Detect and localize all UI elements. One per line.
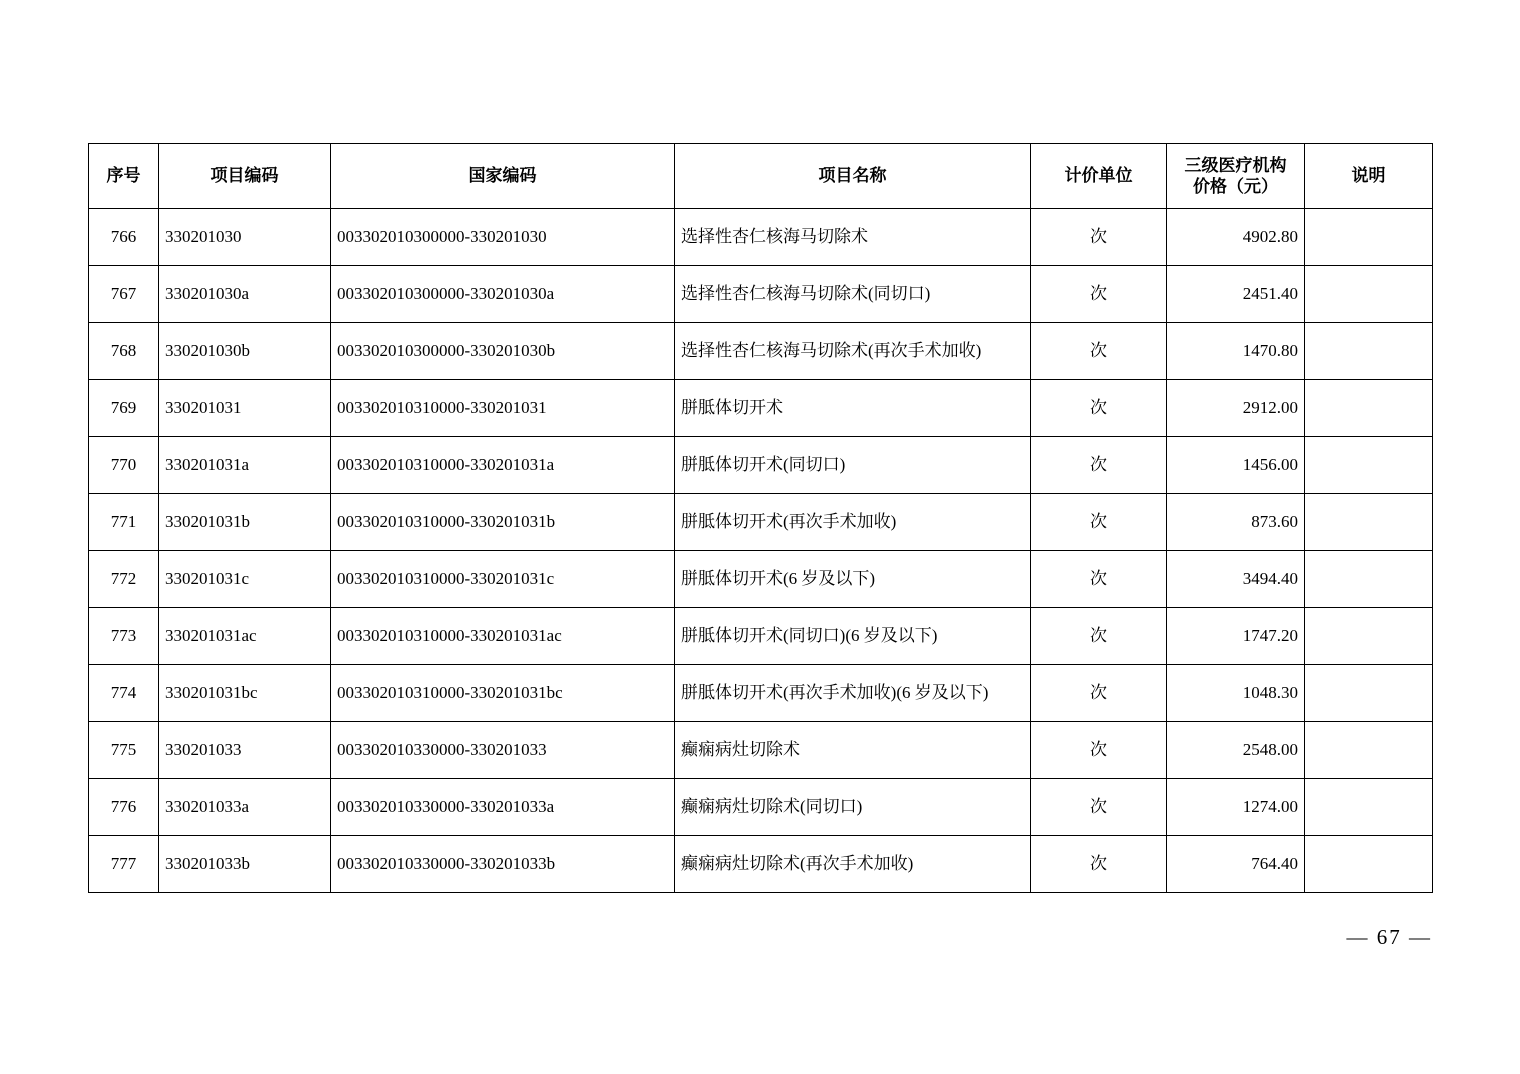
cell-note — [1305, 608, 1433, 665]
cell-unit: 次 — [1031, 323, 1167, 380]
table-row — [89, 779, 1433, 836]
cell-unit: 次 — [1031, 665, 1167, 722]
table-row — [89, 836, 1433, 893]
cell-item-name: 癫痫病灶切除术(再次手术加收) — [675, 836, 1031, 893]
cell-item-code: 330201031c — [159, 551, 331, 608]
column-header-note: 说明 — [1305, 144, 1433, 209]
cell-national-code: 003302010310000-330201031 — [331, 380, 675, 437]
cell-price: 4902.80 — [1167, 209, 1305, 266]
cell-item-code: 330201033 — [159, 722, 331, 779]
cell-seq: 770 — [89, 437, 159, 494]
cell-item-code: 330201031a — [159, 437, 331, 494]
table-row — [89, 323, 1433, 380]
cell-note — [1305, 437, 1433, 494]
cell-national-code: 003302010330000-330201033a — [331, 779, 675, 836]
cell-note — [1305, 836, 1433, 893]
cell-seq: 772 — [89, 551, 159, 608]
cell-national-code: 003302010310000-330201031bc — [331, 665, 675, 722]
cell-unit: 次 — [1031, 437, 1167, 494]
cell-item-name: 癫痫病灶切除术(同切口) — [675, 779, 1031, 836]
table-row — [89, 380, 1433, 437]
medical-price-table — [88, 143, 1433, 893]
cell-national-code: 003302010330000-330201033b — [331, 836, 675, 893]
cell-item-name: 胼胝体切开术(再次手术加收)(6 岁及以下) — [675, 665, 1031, 722]
table-row — [89, 209, 1433, 266]
table-row — [89, 608, 1433, 665]
cell-national-code: 003302010310000-330201031b — [331, 494, 675, 551]
cell-note — [1305, 551, 1433, 608]
cell-seq: 767 — [89, 266, 159, 323]
cell-seq: 771 — [89, 494, 159, 551]
cell-national-code: 003302010300000-330201030a — [331, 266, 675, 323]
cell-seq: 769 — [89, 380, 159, 437]
cell-price: 3494.40 — [1167, 551, 1305, 608]
cell-item-name: 胼胝体切开术(再次手术加收) — [675, 494, 1031, 551]
cell-price: 1274.00 — [1167, 779, 1305, 836]
table-row — [89, 437, 1433, 494]
table-row — [89, 494, 1433, 551]
cell-note — [1305, 779, 1433, 836]
cell-item-code: 330201030 — [159, 209, 331, 266]
cell-price: 764.40 — [1167, 836, 1305, 893]
column-header-item-code: 项目编码 — [159, 144, 331, 209]
cell-unit: 次 — [1031, 608, 1167, 665]
cell-price: 1048.30 — [1167, 665, 1305, 722]
table-row — [89, 266, 1433, 323]
cell-note — [1305, 209, 1433, 266]
cell-item-name: 胼胝体切开术(6 岁及以下) — [675, 551, 1031, 608]
cell-unit: 次 — [1031, 551, 1167, 608]
cell-price: 2451.40 — [1167, 266, 1305, 323]
table-header — [89, 144, 1433, 209]
cell-price: 1456.00 — [1167, 437, 1305, 494]
column-header-seq: 序号 — [89, 144, 159, 209]
cell-price: 2548.00 — [1167, 722, 1305, 779]
cell-seq: 774 — [89, 665, 159, 722]
cell-unit: 次 — [1031, 836, 1167, 893]
cell-national-code: 003302010300000-330201030b — [331, 323, 675, 380]
cell-seq: 766 — [89, 209, 159, 266]
cell-price: 1747.20 — [1167, 608, 1305, 665]
cell-national-code: 003302010330000-330201033 — [331, 722, 675, 779]
cell-item-code: 330201031 — [159, 380, 331, 437]
cell-seq: 768 — [89, 323, 159, 380]
column-header-unit: 计价单位 — [1031, 144, 1167, 209]
cell-unit: 次 — [1031, 209, 1167, 266]
cell-item-code: 330201031bc — [159, 665, 331, 722]
cell-seq: 775 — [89, 722, 159, 779]
cell-national-code: 003302010310000-330201031c — [331, 551, 675, 608]
cell-unit: 次 — [1031, 494, 1167, 551]
price-table-container — [88, 143, 1432, 893]
cell-price: 1470.80 — [1167, 323, 1305, 380]
cell-seq: 777 — [89, 836, 159, 893]
cell-note — [1305, 380, 1433, 437]
cell-note — [1305, 323, 1433, 380]
cell-item-name: 胼胝体切开术(同切口) — [675, 437, 1031, 494]
cell-price: 2912.00 — [1167, 380, 1305, 437]
cell-item-name: 癫痫病灶切除术 — [675, 722, 1031, 779]
cell-national-code: 003302010310000-330201031a — [331, 437, 675, 494]
cell-item-code: 330201033a — [159, 779, 331, 836]
cell-national-code: 003302010310000-330201031ac — [331, 608, 675, 665]
cell-item-code: 330201030b — [159, 323, 331, 380]
column-header-price-line1: 三级医疗机构 — [1184, 155, 1287, 175]
cell-price: 873.60 — [1167, 494, 1305, 551]
table-header-row — [89, 144, 1433, 209]
cell-item-code: 330201031ac — [159, 608, 331, 665]
cell-note — [1305, 665, 1433, 722]
cell-item-name: 胼胝体切开术(同切口)(6 岁及以下) — [675, 608, 1031, 665]
cell-unit: 次 — [1031, 380, 1167, 437]
cell-item-code: 330201033b — [159, 836, 331, 893]
cell-note — [1305, 266, 1433, 323]
table-row — [89, 722, 1433, 779]
cell-unit: 次 — [1031, 266, 1167, 323]
column-header-price-line2: 价格（元） — [1193, 177, 1278, 196]
cell-unit: 次 — [1031, 779, 1167, 836]
cell-note — [1305, 494, 1433, 551]
cell-item-name: 选择性杏仁核海马切除术(同切口) — [675, 266, 1031, 323]
cell-seq: 773 — [89, 608, 159, 665]
cell-item-name: 选择性杏仁核海马切除术 — [675, 209, 1031, 266]
cell-seq: 776 — [89, 779, 159, 836]
table-row — [89, 665, 1433, 722]
table-row — [89, 551, 1433, 608]
cell-unit: 次 — [1031, 722, 1167, 779]
column-header-price — [1167, 144, 1305, 209]
cell-item-code: 330201030a — [159, 266, 331, 323]
table-body — [89, 209, 1433, 893]
cell-item-code: 330201031b — [159, 494, 331, 551]
column-header-national-code: 国家编码 — [331, 144, 675, 209]
cell-item-name: 选择性杏仁核海马切除术(再次手术加收) — [675, 323, 1031, 380]
cell-item-name: 胼胝体切开术 — [675, 380, 1031, 437]
cell-note — [1305, 722, 1433, 779]
column-header-item-name: 项目名称 — [675, 144, 1031, 209]
page-number: — 67 — — [1346, 925, 1432, 949]
cell-national-code: 003302010300000-330201030 — [331, 209, 675, 266]
